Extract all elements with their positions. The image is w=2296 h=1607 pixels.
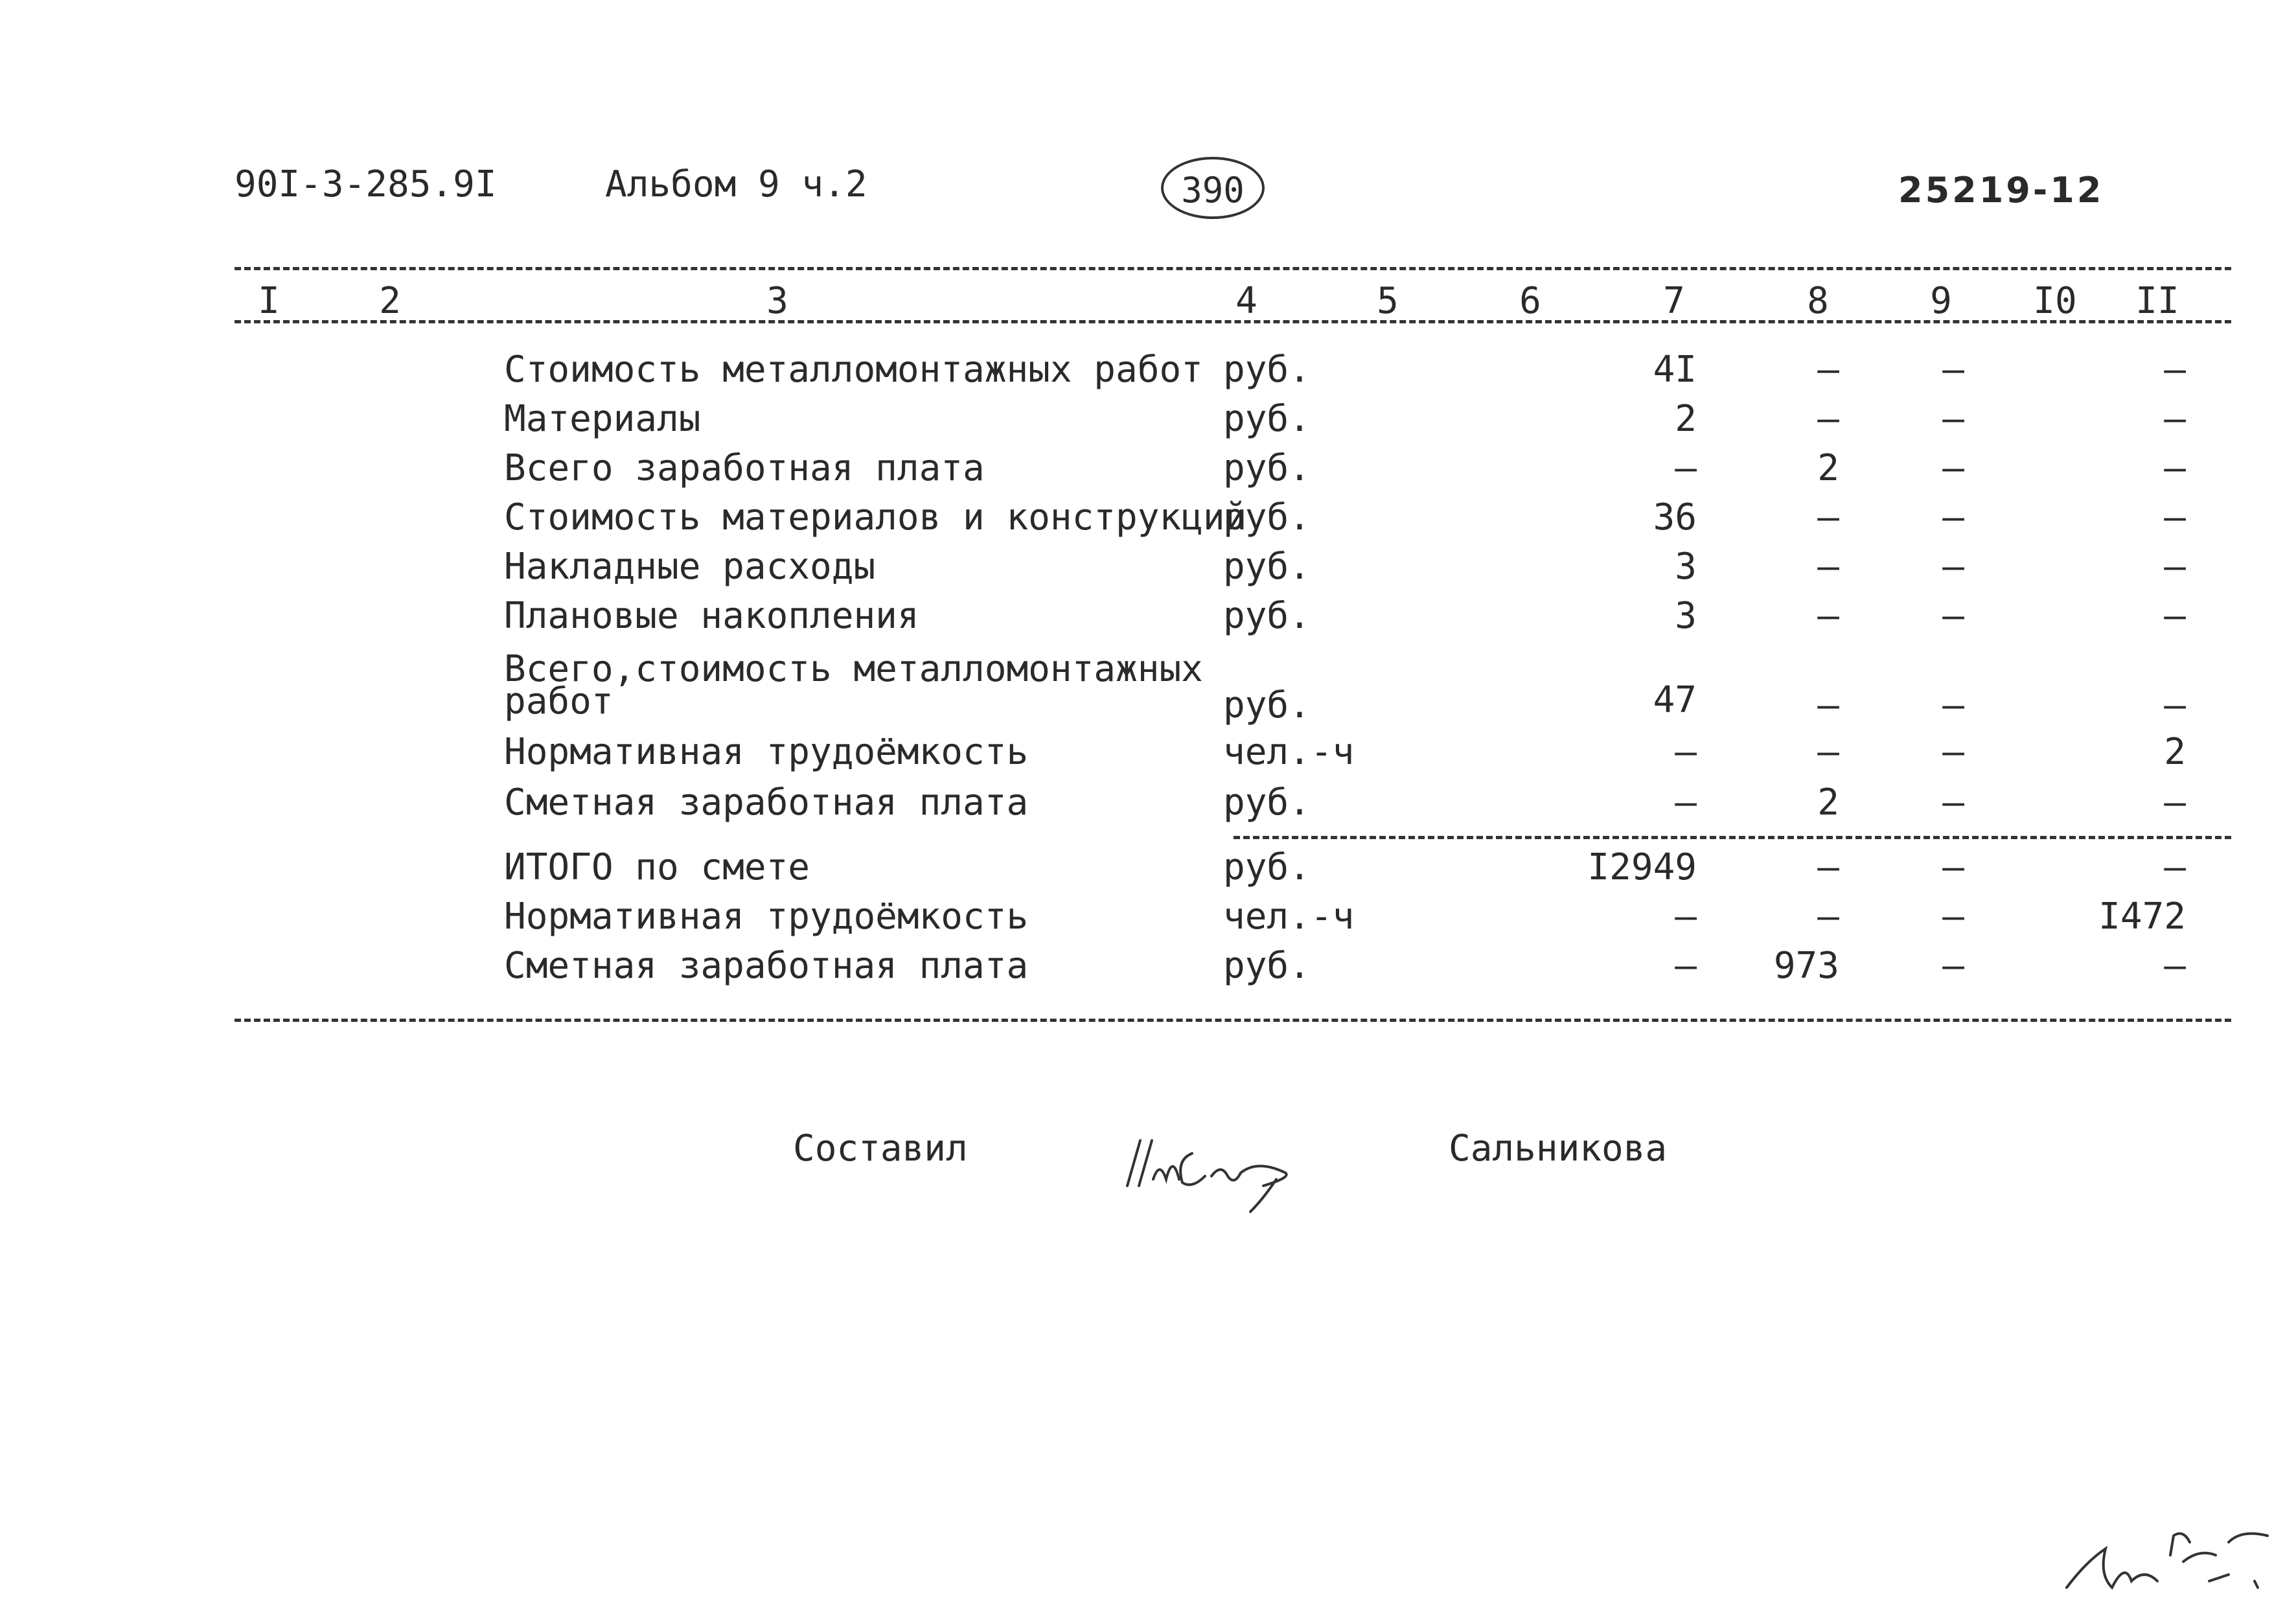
col-header-3: 3 [766, 280, 788, 322]
col-header-2: 2 [379, 280, 401, 322]
row-unit: руб. [1223, 496, 1311, 538]
subtotal-rule [1234, 836, 2231, 839]
total-col11: – [2164, 945, 2186, 987]
row-col9: – [1942, 349, 1964, 391]
row-name: Всего заработная плата [504, 447, 985, 489]
row-col8: – [1817, 684, 1839, 726]
col-header-8: 8 [1807, 280, 1829, 322]
total-unit: чел.-ч [1223, 896, 1355, 938]
row-col11: – [2164, 781, 2186, 824]
table-bottom-rule [235, 1019, 2231, 1022]
document-code: 90I-3-285.9I [235, 163, 497, 205]
row-col8: – [1817, 349, 1839, 391]
page-number-badge [1161, 157, 1265, 219]
sheet-code: 25219-12 [1898, 170, 2104, 211]
col-header-11: II [2135, 280, 2179, 322]
row-col8: – [1817, 731, 1839, 773]
col-header-1: I [258, 280, 280, 322]
row-col8: 2 [1817, 447, 1839, 489]
table-row [0, 349, 2296, 395]
signature-icon [1114, 1115, 1335, 1218]
row-unit: руб. [1223, 595, 1311, 637]
table-row [0, 546, 2296, 592]
row-col7: 3 [1675, 595, 1697, 637]
table-row [0, 731, 2296, 778]
row-name-line1: Всего,стоимость металломонтажных [504, 648, 1203, 690]
row-col7: – [1675, 731, 1697, 773]
row-col9: – [1942, 398, 1964, 440]
col-header-5: 5 [1377, 280, 1399, 322]
total-col11: I472 [2098, 896, 2186, 938]
row-col9: – [1942, 781, 1964, 824]
row-col7: 36 [1653, 496, 1697, 538]
total-col8: 973 [1773, 945, 1839, 987]
row-col8: 2 [1817, 781, 1839, 824]
row-unit: руб. [1223, 398, 1311, 440]
row-col9: – [1942, 546, 1964, 588]
table-row [0, 398, 2296, 445]
row-unit: руб. [1223, 546, 1311, 588]
total-col7: I2949 [1587, 846, 1697, 888]
table-row [0, 648, 2296, 732]
compiler-name: Сальникова [1449, 1127, 1668, 1170]
table-row [0, 496, 2296, 543]
row-col9: – [1942, 595, 1964, 637]
compiled-label: Составил [793, 1127, 968, 1170]
total-name: ИТОГО по смете [504, 846, 810, 888]
row-col8: – [1817, 595, 1839, 637]
total-row [0, 945, 2296, 991]
row-col7: 47 [1653, 679, 1697, 721]
row-unit: руб. [1223, 684, 1311, 726]
corner-initials-icon [2060, 1516, 2280, 1601]
row-col7: – [1675, 781, 1697, 824]
col-header-6: 6 [1519, 280, 1541, 322]
row-name: Стоимость металломонтажных работ [504, 349, 1203, 391]
row-col9: – [1942, 731, 1964, 773]
page-number: 390 [1181, 170, 1245, 211]
album-label: Альбом 9 ч.2 [605, 163, 867, 205]
row-unit: руб. [1223, 447, 1311, 489]
total-col8: – [1817, 846, 1839, 888]
total-col11: – [2164, 846, 2186, 888]
row-name-line2: работ [504, 680, 614, 723]
row-col11: – [2164, 496, 2186, 538]
total-unit: руб. [1223, 945, 1311, 987]
row-col9: – [1942, 447, 1964, 489]
row-col11: – [2164, 447, 2186, 489]
total-name: Нормативная трудоёмкость [504, 896, 1029, 938]
total-unit: руб. [1223, 846, 1311, 888]
table-row [0, 781, 2296, 828]
row-name: Накладные расходы [504, 546, 876, 588]
row-col11: – [2164, 546, 2186, 588]
row-col8: – [1817, 398, 1839, 440]
total-col7: – [1675, 945, 1697, 987]
row-col11: – [2164, 684, 2186, 726]
row-col7: 2 [1675, 398, 1697, 440]
row-name: Материалы [504, 398, 701, 440]
col-header-4: 4 [1235, 280, 1257, 322]
total-col9: – [1942, 846, 1964, 888]
col-header-10: I0 [2033, 280, 2077, 322]
row-col8: – [1817, 546, 1839, 588]
row-unit: руб. [1223, 349, 1311, 391]
col-header-7: 7 [1663, 280, 1685, 322]
row-name: Стоимость материалов и конструкций [504, 496, 1247, 538]
row-name: Сметная заработная плата [504, 781, 1029, 824]
row-col11: – [2164, 595, 2186, 637]
total-row [0, 846, 2296, 893]
row-col9: – [1942, 496, 1964, 538]
row-name: Нормативная трудоёмкость [504, 731, 1029, 773]
row-col11: – [2164, 398, 2186, 440]
total-col9: – [1942, 945, 1964, 987]
row-col9: – [1942, 684, 1964, 726]
total-col8: – [1817, 896, 1839, 938]
header-top-rule [235, 267, 2231, 270]
total-col9: – [1942, 896, 1964, 938]
row-col8: – [1817, 496, 1839, 538]
total-name: Сметная заработная плата [504, 945, 1029, 987]
row-col7: 3 [1675, 546, 1697, 588]
row-col7: – [1675, 447, 1697, 489]
row-name: Плановые накопления [504, 595, 919, 637]
col-header-9: 9 [1930, 280, 1952, 322]
row-unit: руб. [1223, 781, 1311, 824]
table-row [0, 447, 2296, 494]
total-col7: – [1675, 896, 1697, 938]
row-col11: – [2164, 349, 2186, 391]
row-col11: 2 [2164, 731, 2186, 773]
table-row [0, 595, 2296, 642]
total-row [0, 896, 2296, 942]
row-col7: 4I [1653, 349, 1697, 391]
row-unit: чел.-ч [1223, 731, 1355, 773]
